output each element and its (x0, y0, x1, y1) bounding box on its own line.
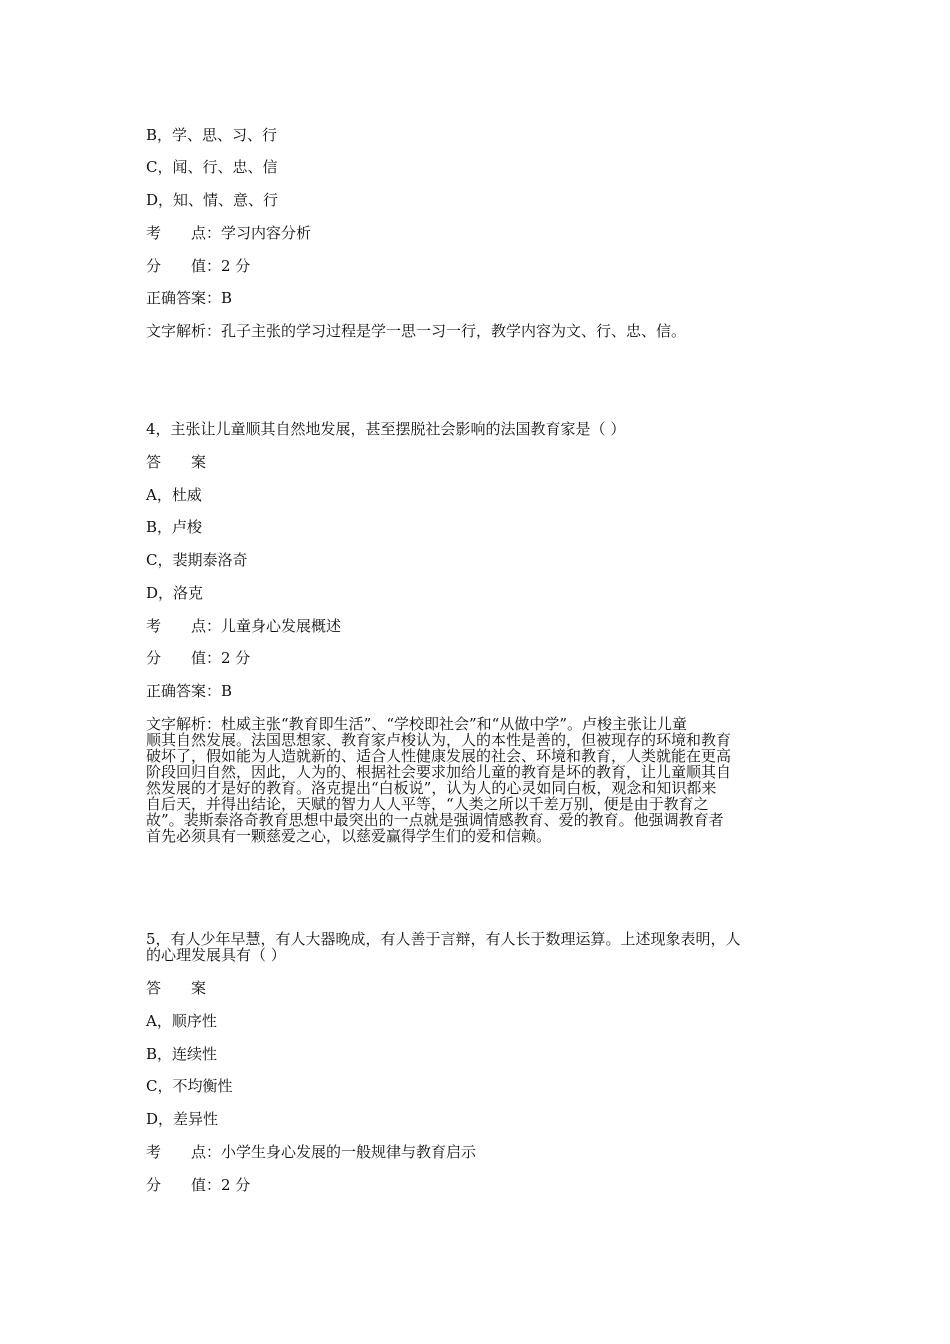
q3-option-d: D，知、情、意、行 (146, 191, 279, 209)
q5-option-d: D，差异性 (146, 1110, 219, 1128)
q4-analysis-line: 顺其自然发展。法国思想家、教育家卢梭认为，人的本性是善的，但被现存的环境和教育 (146, 731, 732, 749)
q5-question-line: 的心理发展具有（ ） (146, 946, 286, 964)
q5-kaodian: 考 点：小学生身心发展的一般规律与教育启示 (146, 1143, 477, 1161)
q4-analysis-line: 故”。裴斯泰洛奇教育思想中最突出的一点就是强调情感教育、爱的教育。他强调教育者 (146, 811, 724, 829)
q3-option-b: B，学、思、习、行 (146, 126, 278, 144)
q4-analysis-line: 自后天，并得出结论，天赋的智力人人平等，“人类之所以千差万别，便是由于教育之 (146, 795, 709, 813)
q4-option-d: D，洛克 (146, 584, 204, 602)
q5-fenzhi: 分 值：2 分 (146, 1176, 251, 1194)
q3-correct-answer: 正确答案：B (146, 289, 233, 307)
q4-analysis-line: 然发展的才是好的教育。洛克提出“白板说”，认为人的心灵如同白板，观念和知识都来 (146, 779, 717, 797)
q4-analysis-line: 破坏了，假如能为人造就新的、适合人性健康发展的社会、环境和教育，人类就能在更高 (146, 747, 732, 765)
q4-fenzhi: 分 值：2 分 (146, 649, 251, 667)
q3-option-c: C，闻、行、忠、信 (146, 158, 278, 176)
q3-analysis: 文字解析：孔子主张的学习过程是学一思一习一行，教学内容为文、行、忠、信。 (146, 322, 687, 340)
q3-kaodian: 考 点：学习内容分析 (146, 224, 312, 242)
q4-kaodian: 考 点：儿童身心发展概述 (146, 617, 342, 635)
q4-analysis-line: 首先必须具有一颗慈爱之心，以慈爱赢得学生们的爱和信赖。 (146, 827, 552, 845)
q5-option-c: C，不均衡性 (146, 1077, 233, 1095)
q4-question: 4，主张让儿童顺其自然地发展，甚至摆脱社会影响的法国教育家是（ ） (146, 420, 626, 438)
q4-option-b: B，卢梭 (146, 518, 203, 536)
q4-analysis-line: 阶段回归自然，因此，人为的、根据社会要求加给儿童的教育是坏的教育，让儿童顺其自 (146, 763, 732, 781)
q5-option-a: A，顺序性 (146, 1012, 217, 1030)
q4-analysis-line: 文字解析：杜威主张“教育即生活”、“学校即社会”和“从做中学”。卢梭主张让儿童 (146, 715, 688, 733)
q4-correct-answer: 正确答案：B (146, 682, 233, 700)
q4-option-c: C，裴期泰洛奇 (146, 551, 248, 569)
q4-option-a: A，杜威 (146, 486, 202, 504)
q5-option-b: B，连续性 (146, 1045, 218, 1063)
q4-answer-label: 答 案 (146, 453, 207, 471)
q3-fenzhi: 分 值：2 分 (146, 257, 251, 275)
q5-answer-label: 答 案 (146, 979, 207, 997)
q5-question-line: 5，有人少年早慧，有人大器晚成，有人善于言辩，有人长于数理运算。上述现象表明，人 (146, 930, 741, 948)
